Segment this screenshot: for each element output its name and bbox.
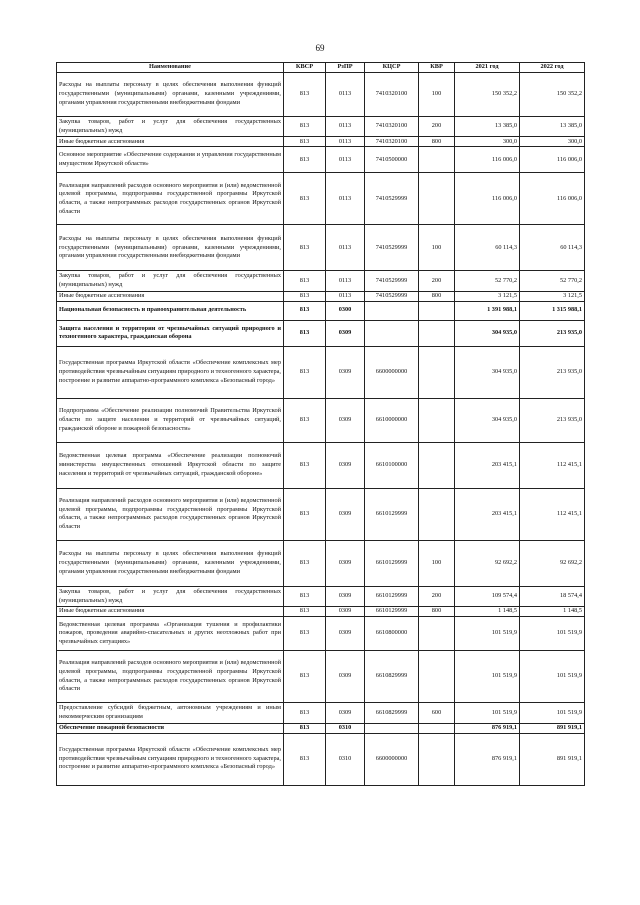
table-row xyxy=(57,346,585,398)
row-value-2021: 304 935,0 xyxy=(455,398,520,442)
row-value-2022: 112 415,1 xyxy=(520,488,585,540)
page-number: 69 xyxy=(315,43,325,53)
row-name: Иные бюджетные ассигнования xyxy=(57,607,284,617)
row-kvsr: 813 xyxy=(284,617,326,651)
table-row xyxy=(57,398,585,442)
row-name: Подпрограмма «Обеспечение реализации полномочий Правительства Иркутской области по защите населения и территорий от чрезвычайных ситуаций, гражданской обороне и пожарной безопасности» xyxy=(57,398,284,442)
row-kcsr: 6600000000 xyxy=(365,733,419,785)
row-name: Расходы на выплаты персоналу в целях обеспечения выполнения функций государственными (муниципальными) органами, казенными учреждениями, органами управления государственными внебюджетными фондами xyxy=(57,73,284,117)
row-value-2021: 203 415,1 xyxy=(455,442,520,488)
row-kvsr: 813 xyxy=(284,586,326,606)
table-row xyxy=(57,540,585,586)
header-rzpr: РзПР xyxy=(326,63,365,73)
row-rzpr: 0113 xyxy=(326,225,365,271)
row-value-2021: 203 415,1 xyxy=(455,488,520,540)
row-kcsr: 6610829999 xyxy=(365,703,419,723)
row-name: Государственная программа Иркутской области «Обеспечение комплексных мер противодействия чрезвычайным ситуациям природного и техногенного характера, построение и развитие аппаратно-программного комплекса «Безопасный город» xyxy=(57,733,284,785)
row-value-2021: 92 692,2 xyxy=(455,540,520,586)
row-kvsr: 813 xyxy=(284,73,326,117)
row-name: Закупка товаров, работ и услуг для обеспечения государственных (муниципальных) нужд xyxy=(57,586,284,606)
row-rzpr: 0113 xyxy=(326,291,365,301)
row-value-2021: 304 935,0 xyxy=(455,346,520,398)
row-rzpr: 0309 xyxy=(326,488,365,540)
header-2021: 2021 год xyxy=(455,63,520,73)
row-value-2021: 304 935,0 xyxy=(455,320,520,346)
row-value-2021: 300,0 xyxy=(455,137,520,147)
row-value-2022: 1 315 988,1 xyxy=(520,301,585,320)
table-row xyxy=(57,320,585,346)
table-row xyxy=(57,73,585,117)
row-rzpr: 0309 xyxy=(326,703,365,723)
row-kvsr: 813 xyxy=(284,488,326,540)
row-kvr xyxy=(419,617,455,651)
row-value-2022: 300,0 xyxy=(520,137,585,147)
row-kcsr: 7410529999 xyxy=(365,271,419,291)
row-kvsr: 813 xyxy=(284,301,326,320)
row-kcsr: 7410500000 xyxy=(365,147,419,173)
row-value-2022: 116 006,0 xyxy=(520,147,585,173)
row-name: Закупка товаров, работ и услуг для обеспечения государственных (муниципальных) нужд xyxy=(57,271,284,291)
row-rzpr: 0309 xyxy=(326,398,365,442)
row-value-2022: 1 148,5 xyxy=(520,607,585,617)
row-kcsr: 6610100000 xyxy=(365,442,419,488)
row-kvsr: 813 xyxy=(284,703,326,723)
row-kcsr: 7410320100 xyxy=(365,73,419,117)
row-value-2022: 18 574,4 xyxy=(520,586,585,606)
header-kcsr: КЦСР xyxy=(365,63,419,73)
row-value-2022: 101 519,9 xyxy=(520,651,585,703)
header-kvsr: КВСР xyxy=(284,63,326,73)
header-kvr: КВР xyxy=(419,63,455,73)
table-row xyxy=(57,442,585,488)
row-value-2022: 52 770,2 xyxy=(520,271,585,291)
table-row xyxy=(57,225,585,271)
row-rzpr: 0113 xyxy=(326,117,365,137)
row-name: Реализация направлений расходов основного мероприятия и (или) ведомственной целевой программы, подпрограммы государственной программы Иркутской области, а также непрограммных расходов государственных органов Иркутской области xyxy=(57,488,284,540)
row-kvsr: 813 xyxy=(284,117,326,137)
row-name: Закупка товаров, работ и услуг для обеспечения государственных (муниципальных) нужд xyxy=(57,117,284,137)
row-name: Обеспечение пожарной безопасности xyxy=(57,723,284,733)
row-kvsr: 813 xyxy=(284,540,326,586)
row-value-2022: 213 935,0 xyxy=(520,398,585,442)
row-value-2021: 1 148,5 xyxy=(455,607,520,617)
row-name: Ведомственная целевая программа «Организация тушения и профилактики пожаров, проведения аварийно-спасательных и других неотложных работ при чрезвычайных ситуациях» xyxy=(57,617,284,651)
header-name: Наименование xyxy=(57,63,284,73)
row-rzpr: 0309 xyxy=(326,617,365,651)
row-kvsr: 813 xyxy=(284,442,326,488)
row-value-2022: 13 385,0 xyxy=(520,117,585,137)
row-kvr xyxy=(419,651,455,703)
table-row xyxy=(57,703,585,723)
row-kvr: 800 xyxy=(419,291,455,301)
table-row xyxy=(57,733,585,785)
row-name: Реализация направлений расходов основного мероприятия и (или) ведомственной целевой программы, подпрограммы государственной программы Иркутской области, а также непрограммных расходов государственных органов Иркутской области xyxy=(57,173,284,225)
row-name: Реализация направлений расходов основного мероприятия и (или) ведомственной целевой программы, подпрограммы государственной программы Иркутской области, а также непрограммных расходов государственных органов Иркутской области xyxy=(57,651,284,703)
row-value-2021: 1 391 988,1 xyxy=(455,301,520,320)
row-kcsr: 6610129999 xyxy=(365,540,419,586)
row-value-2021: 109 574,4 xyxy=(455,586,520,606)
row-kvsr: 813 xyxy=(284,147,326,173)
row-kcsr: 7410529999 xyxy=(365,291,419,301)
row-value-2021: 3 121,5 xyxy=(455,291,520,301)
row-value-2022: 213 935,0 xyxy=(520,346,585,398)
row-kvr xyxy=(419,346,455,398)
row-kvsr: 813 xyxy=(284,733,326,785)
row-value-2021: 13 385,0 xyxy=(455,117,520,137)
table-row xyxy=(57,723,585,733)
row-kvr xyxy=(419,398,455,442)
row-kcsr xyxy=(365,301,419,320)
row-kvr: 100 xyxy=(419,225,455,271)
row-value-2022: 101 519,9 xyxy=(520,703,585,723)
row-rzpr: 0309 xyxy=(326,540,365,586)
row-rzpr: 0113 xyxy=(326,73,365,117)
row-kvsr: 813 xyxy=(284,607,326,617)
row-value-2021: 52 770,2 xyxy=(455,271,520,291)
budget-table xyxy=(56,62,585,786)
row-value-2022: 213 935,0 xyxy=(520,320,585,346)
row-kvr xyxy=(419,173,455,225)
row-kvr xyxy=(419,147,455,173)
row-value-2021: 150 352,2 xyxy=(455,73,520,117)
table-row xyxy=(57,271,585,291)
row-rzpr: 0310 xyxy=(326,733,365,785)
row-kcsr: 7410529999 xyxy=(365,225,419,271)
row-kvr xyxy=(419,733,455,785)
row-name: Национальная безопасность и правоохранительная деятельность xyxy=(57,301,284,320)
row-value-2022: 92 692,2 xyxy=(520,540,585,586)
row-kvr: 800 xyxy=(419,607,455,617)
row-value-2022: 891 919,1 xyxy=(520,733,585,785)
row-value-2022: 101 519,9 xyxy=(520,617,585,651)
table-row xyxy=(57,488,585,540)
row-kcsr: 6610800000 xyxy=(365,617,419,651)
row-kcsr: 6600000000 xyxy=(365,346,419,398)
row-value-2022: 60 114,3 xyxy=(520,225,585,271)
row-kcsr: 7410320100 xyxy=(365,117,419,137)
row-value-2022: 112 415,1 xyxy=(520,442,585,488)
row-kvr: 200 xyxy=(419,117,455,137)
row-value-2021: 101 519,9 xyxy=(455,617,520,651)
row-kcsr: 6610129999 xyxy=(365,607,419,617)
row-kvsr: 813 xyxy=(284,398,326,442)
row-kvr: 200 xyxy=(419,271,455,291)
row-kvsr: 813 xyxy=(284,225,326,271)
row-rzpr: 0113 xyxy=(326,147,365,173)
row-value-2021: 116 006,0 xyxy=(455,173,520,225)
table-row xyxy=(57,301,585,320)
row-kvr xyxy=(419,723,455,733)
row-value-2021: 101 519,9 xyxy=(455,651,520,703)
row-kvr: 800 xyxy=(419,137,455,147)
row-kvsr: 813 xyxy=(284,320,326,346)
table-row xyxy=(57,651,585,703)
row-name: Иные бюджетные ассигнования xyxy=(57,137,284,147)
row-kvr: 600 xyxy=(419,703,455,723)
row-kvr: 200 xyxy=(419,586,455,606)
row-name: Иные бюджетные ассигнования xyxy=(57,291,284,301)
row-kcsr: 6610129999 xyxy=(365,586,419,606)
header-2022: 2022 год xyxy=(520,63,585,73)
row-kcsr xyxy=(365,320,419,346)
table-header-row xyxy=(57,63,585,73)
row-rzpr: 0309 xyxy=(326,607,365,617)
table-row xyxy=(57,291,585,301)
row-rzpr: 0309 xyxy=(326,442,365,488)
row-rzpr: 0113 xyxy=(326,137,365,147)
row-rzpr: 0113 xyxy=(326,271,365,291)
row-name: Предоставление субсидий бюджетным, автономным учреждениям и иным некоммерческим организациям xyxy=(57,703,284,723)
row-name: Ведомственная целевая программа «Обеспечение реализации полномочий министерства имущественных отношений Иркутской области по защите населения и территорий от чрезвычайных ситуаций, гражданской обороне» xyxy=(57,442,284,488)
row-value-2021: 101 519,9 xyxy=(455,703,520,723)
row-value-2022: 150 352,2 xyxy=(520,73,585,117)
row-value-2022: 116 006,0 xyxy=(520,173,585,225)
row-rzpr: 0309 xyxy=(326,320,365,346)
row-rzpr: 0309 xyxy=(326,651,365,703)
row-value-2021: 876 919,1 xyxy=(455,733,520,785)
row-rzpr: 0309 xyxy=(326,586,365,606)
table-row xyxy=(57,117,585,137)
row-value-2022: 891 919,1 xyxy=(520,723,585,733)
table-row xyxy=(57,173,585,225)
row-name: Защита населения и территории от чрезвычайных ситуаций природного и техногенного характера, гражданская оборона xyxy=(57,320,284,346)
row-kvsr: 813 xyxy=(284,723,326,733)
table-row xyxy=(57,617,585,651)
row-kcsr: 7410529999 xyxy=(365,173,419,225)
table-row xyxy=(57,147,585,173)
row-name: Основное мероприятие «Обеспечение содержания и управления государственным имуществом Иркутской области» xyxy=(57,147,284,173)
table-body xyxy=(57,73,585,786)
row-kvsr: 813 xyxy=(284,271,326,291)
row-kcsr: 6610129999 xyxy=(365,488,419,540)
row-kcsr: 7410320100 xyxy=(365,137,419,147)
row-value-2021: 876 919,1 xyxy=(455,723,520,733)
row-name: Расходы на выплаты персоналу в целях обеспечения выполнения функций государственными (муниципальными) органами, казенными учреждениями, органами управления государственными внебюджетными фондами xyxy=(57,540,284,586)
row-value-2022: 3 121,5 xyxy=(520,291,585,301)
row-name: Расходы на выплаты персоналу в целях обеспечения выполнения функций государственными (муниципальными) органами, казенными учреждениями, органами управления государственными внебюджетными фондами xyxy=(57,225,284,271)
table-row xyxy=(57,607,585,617)
table-row xyxy=(57,137,585,147)
row-value-2021: 116 006,0 xyxy=(455,147,520,173)
row-kvsr: 813 xyxy=(284,291,326,301)
row-name: Государственная программа Иркутской области «Обеспечение комплексных мер противодействия чрезвычайным ситуациям природного и техногенного характера, построение и развитие аппаратно-программного комплекса «Безопасный город» xyxy=(57,346,284,398)
row-rzpr: 0309 xyxy=(326,346,365,398)
row-kvsr: 813 xyxy=(284,346,326,398)
table-row xyxy=(57,586,585,606)
row-kvsr: 813 xyxy=(284,651,326,703)
row-kcsr: 6610829999 xyxy=(365,651,419,703)
row-kvr xyxy=(419,301,455,320)
row-kcsr xyxy=(365,723,419,733)
row-rzpr: 0310 xyxy=(326,723,365,733)
row-kvsr: 813 xyxy=(284,137,326,147)
row-rzpr: 0113 xyxy=(326,173,365,225)
row-value-2021: 60 114,3 xyxy=(455,225,520,271)
row-kvr: 100 xyxy=(419,73,455,117)
row-kcsr: 6610000000 xyxy=(365,398,419,442)
row-kvr xyxy=(419,320,455,346)
row-kvsr: 813 xyxy=(284,173,326,225)
row-kvr: 100 xyxy=(419,540,455,586)
row-kvr xyxy=(419,488,455,540)
row-kvr xyxy=(419,442,455,488)
row-rzpr: 0300 xyxy=(326,301,365,320)
